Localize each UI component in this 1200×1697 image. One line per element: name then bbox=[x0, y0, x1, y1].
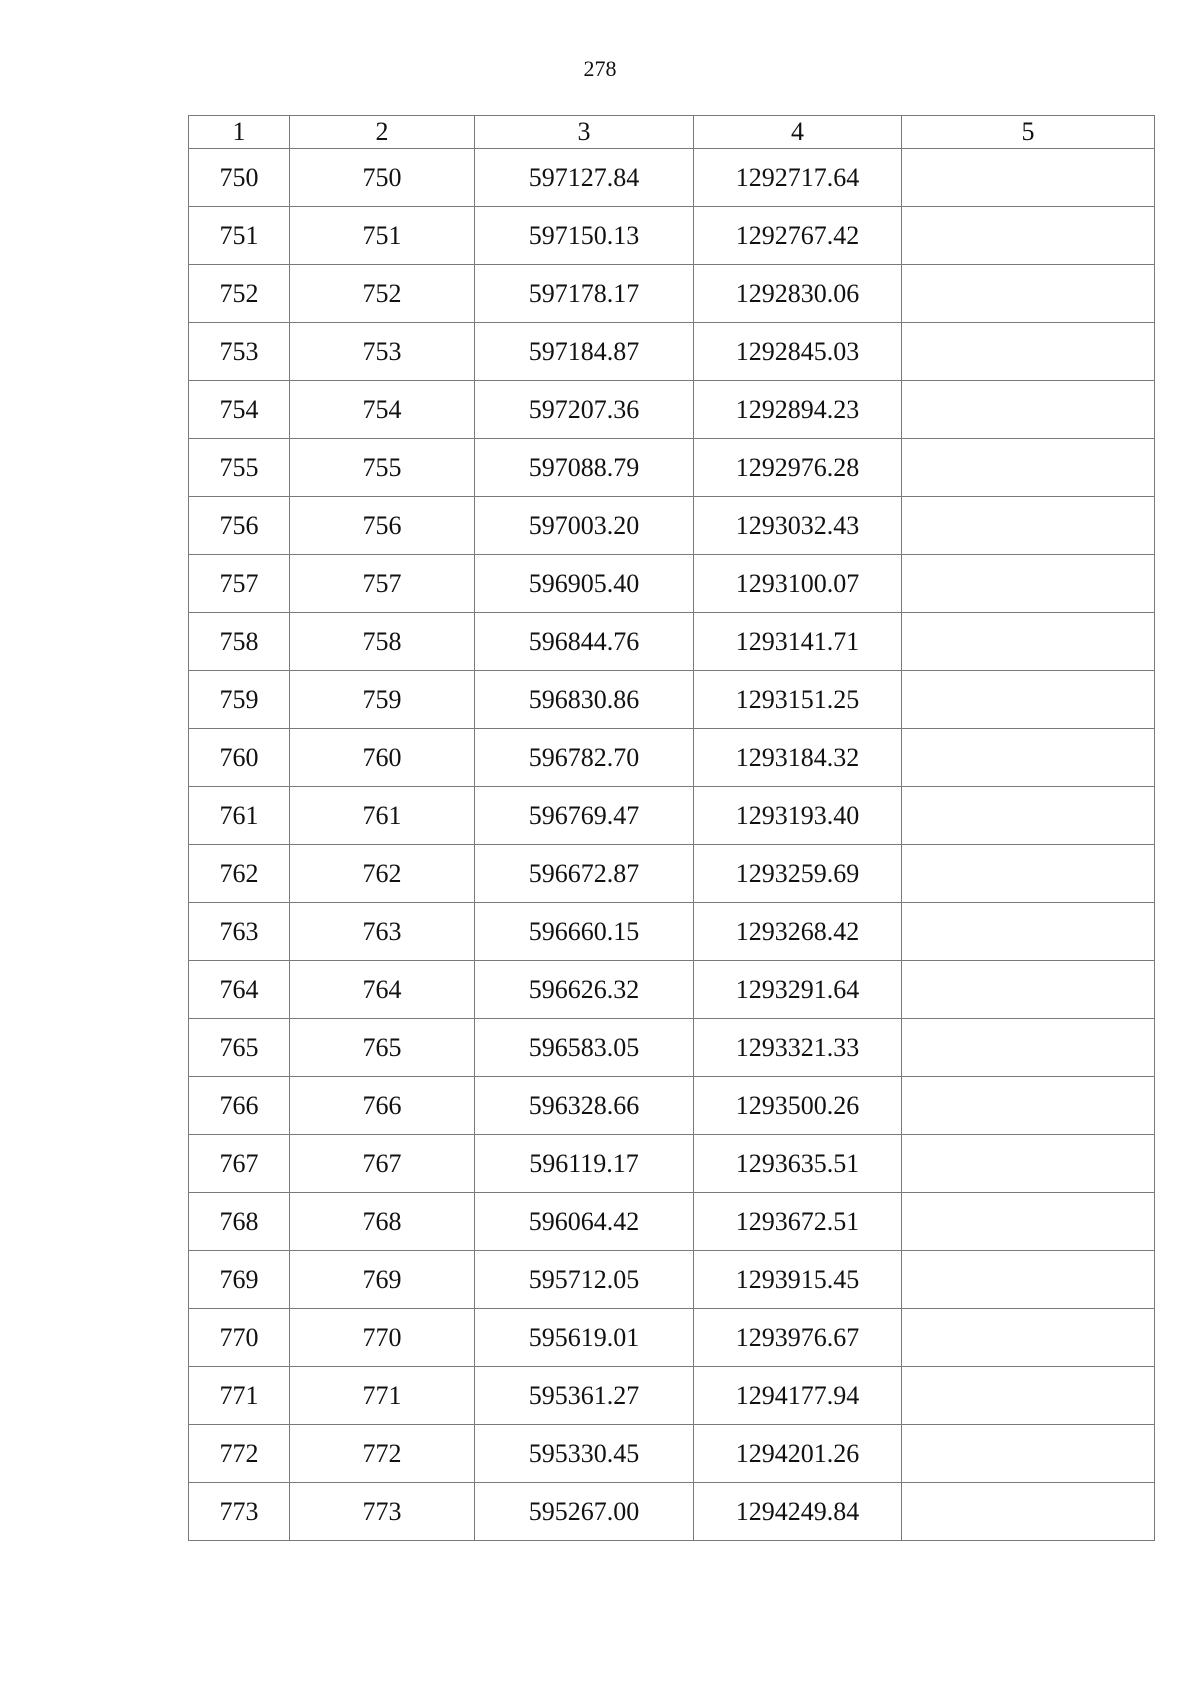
table-cell: 596660.15 bbox=[475, 903, 694, 961]
table-cell: 771 bbox=[189, 1367, 290, 1425]
table-cell: 764 bbox=[189, 961, 290, 1019]
page-number: 278 bbox=[583, 56, 617, 81]
table-cell: 755 bbox=[189, 439, 290, 497]
table-cell bbox=[902, 149, 1155, 207]
table-cell: 1293635.51 bbox=[694, 1135, 902, 1193]
coordinates-table bbox=[188, 115, 1155, 1541]
table-cell: 1293268.42 bbox=[694, 903, 902, 961]
table-cell: 763 bbox=[189, 903, 290, 961]
table-cell: 1292767.42 bbox=[694, 207, 902, 265]
table-cell: 751 bbox=[189, 207, 290, 265]
table-cell: 596119.17 bbox=[475, 1135, 694, 1193]
table-cell bbox=[902, 729, 1155, 787]
table-cell bbox=[902, 1193, 1155, 1251]
table-cell: 1292830.06 bbox=[694, 265, 902, 323]
table-cell: 1293259.69 bbox=[694, 845, 902, 903]
table-cell: 758 bbox=[189, 613, 290, 671]
table-cell: 761 bbox=[189, 787, 290, 845]
table-row bbox=[189, 1135, 1155, 1193]
table-row bbox=[189, 1251, 1155, 1309]
table-cell: 595619.01 bbox=[475, 1309, 694, 1367]
table-row bbox=[189, 207, 1155, 265]
table-cell: 595361.27 bbox=[475, 1367, 694, 1425]
table-cell bbox=[902, 555, 1155, 613]
table-cell: 773 bbox=[189, 1483, 290, 1541]
table-cell: 597207.36 bbox=[475, 381, 694, 439]
table-cell bbox=[902, 439, 1155, 497]
table-cell: 760 bbox=[189, 729, 290, 787]
table-row bbox=[189, 961, 1155, 1019]
table-cell bbox=[902, 1367, 1155, 1425]
table-cell: 597178.17 bbox=[475, 265, 694, 323]
table-cell: 760 bbox=[290, 729, 475, 787]
table-cell: 597003.20 bbox=[475, 497, 694, 555]
table-cell: 762 bbox=[189, 845, 290, 903]
table-cell: 758 bbox=[290, 613, 475, 671]
table-cell: 1293976.67 bbox=[694, 1309, 902, 1367]
table-cell bbox=[902, 671, 1155, 729]
table-cell: 596064.42 bbox=[475, 1193, 694, 1251]
table-cell bbox=[902, 1309, 1155, 1367]
table-row bbox=[189, 903, 1155, 961]
table-cell: 750 bbox=[189, 149, 290, 207]
table-cell bbox=[902, 265, 1155, 323]
table-cell: 596844.76 bbox=[475, 613, 694, 671]
table-row bbox=[189, 381, 1155, 439]
table-cell: 596905.40 bbox=[475, 555, 694, 613]
table-cell: 1293672.51 bbox=[694, 1193, 902, 1251]
table-row bbox=[189, 671, 1155, 729]
table-cell: 768 bbox=[189, 1193, 290, 1251]
table-cell: 761 bbox=[290, 787, 475, 845]
table-cell: 769 bbox=[290, 1251, 475, 1309]
table-cell bbox=[902, 497, 1155, 555]
table-cell: 771 bbox=[290, 1367, 475, 1425]
table-row bbox=[189, 1077, 1155, 1135]
table-cell: 1292845.03 bbox=[694, 323, 902, 381]
table-cell: 1293500.26 bbox=[694, 1077, 902, 1135]
table-cell: 766 bbox=[290, 1077, 475, 1135]
table-cell: 754 bbox=[189, 381, 290, 439]
table-cell: 1293184.32 bbox=[694, 729, 902, 787]
table-row bbox=[189, 323, 1155, 381]
table-cell bbox=[902, 1077, 1155, 1135]
column-header: 1 bbox=[189, 116, 290, 149]
table-cell: 596769.47 bbox=[475, 787, 694, 845]
column-header: 5 bbox=[902, 116, 1155, 149]
column-header: 2 bbox=[290, 116, 475, 149]
table-cell: 1294201.26 bbox=[694, 1425, 902, 1483]
table-cell: 596583.05 bbox=[475, 1019, 694, 1077]
table-cell bbox=[902, 1483, 1155, 1541]
table-header-row bbox=[189, 116, 1155, 149]
table-cell: 767 bbox=[189, 1135, 290, 1193]
table-row bbox=[189, 1309, 1155, 1367]
table-cell: 762 bbox=[290, 845, 475, 903]
table-cell: 1293032.43 bbox=[694, 497, 902, 555]
table-cell: 772 bbox=[189, 1425, 290, 1483]
table-cell: 595267.00 bbox=[475, 1483, 694, 1541]
table-cell: 759 bbox=[189, 671, 290, 729]
table-cell bbox=[902, 613, 1155, 671]
table-cell: 597127.84 bbox=[475, 149, 694, 207]
table-row bbox=[189, 1425, 1155, 1483]
table-cell: 766 bbox=[189, 1077, 290, 1135]
table-cell: 754 bbox=[290, 381, 475, 439]
table-cell: 1292976.28 bbox=[694, 439, 902, 497]
table-row bbox=[189, 1019, 1155, 1077]
table-cell: 770 bbox=[189, 1309, 290, 1367]
table-row bbox=[189, 497, 1155, 555]
table-cell: 764 bbox=[290, 961, 475, 1019]
table-cell: 757 bbox=[290, 555, 475, 613]
table-row bbox=[189, 613, 1155, 671]
table-cell: 596328.66 bbox=[475, 1077, 694, 1135]
table-cell: 753 bbox=[290, 323, 475, 381]
table-cell: 752 bbox=[290, 265, 475, 323]
table-cell: 765 bbox=[290, 1019, 475, 1077]
table-cell: 597150.13 bbox=[475, 207, 694, 265]
table-cell: 596626.32 bbox=[475, 961, 694, 1019]
table-cell: 751 bbox=[290, 207, 475, 265]
table-cell: 1293193.40 bbox=[694, 787, 902, 845]
column-header: 3 bbox=[475, 116, 694, 149]
table-cell: 755 bbox=[290, 439, 475, 497]
table-cell: 756 bbox=[189, 497, 290, 555]
table-cell: 768 bbox=[290, 1193, 475, 1251]
table-cell: 1293915.45 bbox=[694, 1251, 902, 1309]
table-cell: 752 bbox=[189, 265, 290, 323]
table-cell bbox=[902, 845, 1155, 903]
table-cell: 596830.86 bbox=[475, 671, 694, 729]
table-row bbox=[189, 1193, 1155, 1251]
table-cell: 1293100.07 bbox=[694, 555, 902, 613]
table-cell bbox=[902, 787, 1155, 845]
table-cell bbox=[902, 961, 1155, 1019]
table-cell: 1294249.84 bbox=[694, 1483, 902, 1541]
table-row bbox=[189, 149, 1155, 207]
table-row bbox=[189, 1367, 1155, 1425]
table-cell bbox=[902, 1135, 1155, 1193]
table-cell: 757 bbox=[189, 555, 290, 613]
table-body bbox=[189, 149, 1155, 1541]
table-cell bbox=[902, 381, 1155, 439]
column-header: 4 bbox=[694, 116, 902, 149]
table-cell: 773 bbox=[290, 1483, 475, 1541]
table-cell: 763 bbox=[290, 903, 475, 961]
table-cell: 597088.79 bbox=[475, 439, 694, 497]
table-row bbox=[189, 265, 1155, 323]
table-cell: 597184.87 bbox=[475, 323, 694, 381]
table-cell: 1293291.64 bbox=[694, 961, 902, 1019]
table-cell: 596672.87 bbox=[475, 845, 694, 903]
table-cell: 1294177.94 bbox=[694, 1367, 902, 1425]
table-cell: 759 bbox=[290, 671, 475, 729]
table-cell: 1293151.25 bbox=[694, 671, 902, 729]
table-cell bbox=[902, 1251, 1155, 1309]
table-cell: 767 bbox=[290, 1135, 475, 1193]
table-cell: 756 bbox=[290, 497, 475, 555]
table-cell: 770 bbox=[290, 1309, 475, 1367]
table-cell: 1293141.71 bbox=[694, 613, 902, 671]
table-cell: 595330.45 bbox=[475, 1425, 694, 1483]
table-row bbox=[189, 787, 1155, 845]
table-cell bbox=[902, 1425, 1155, 1483]
table-cell: 769 bbox=[189, 1251, 290, 1309]
table-cell: 1292717.64 bbox=[694, 149, 902, 207]
table-cell: 753 bbox=[189, 323, 290, 381]
table-cell: 595712.05 bbox=[475, 1251, 694, 1309]
table-cell bbox=[902, 903, 1155, 961]
table-row bbox=[189, 1483, 1155, 1541]
table-row bbox=[189, 439, 1155, 497]
table-row bbox=[189, 845, 1155, 903]
table-cell: 750 bbox=[290, 149, 475, 207]
table-cell: 1293321.33 bbox=[694, 1019, 902, 1077]
table-cell bbox=[902, 1019, 1155, 1077]
table-cell: 1292894.23 bbox=[694, 381, 902, 439]
table-row bbox=[189, 729, 1155, 787]
table-cell: 772 bbox=[290, 1425, 475, 1483]
table-cell: 596782.70 bbox=[475, 729, 694, 787]
table-cell bbox=[902, 323, 1155, 381]
table-cell bbox=[902, 207, 1155, 265]
table-row bbox=[189, 555, 1155, 613]
table-cell: 765 bbox=[189, 1019, 290, 1077]
